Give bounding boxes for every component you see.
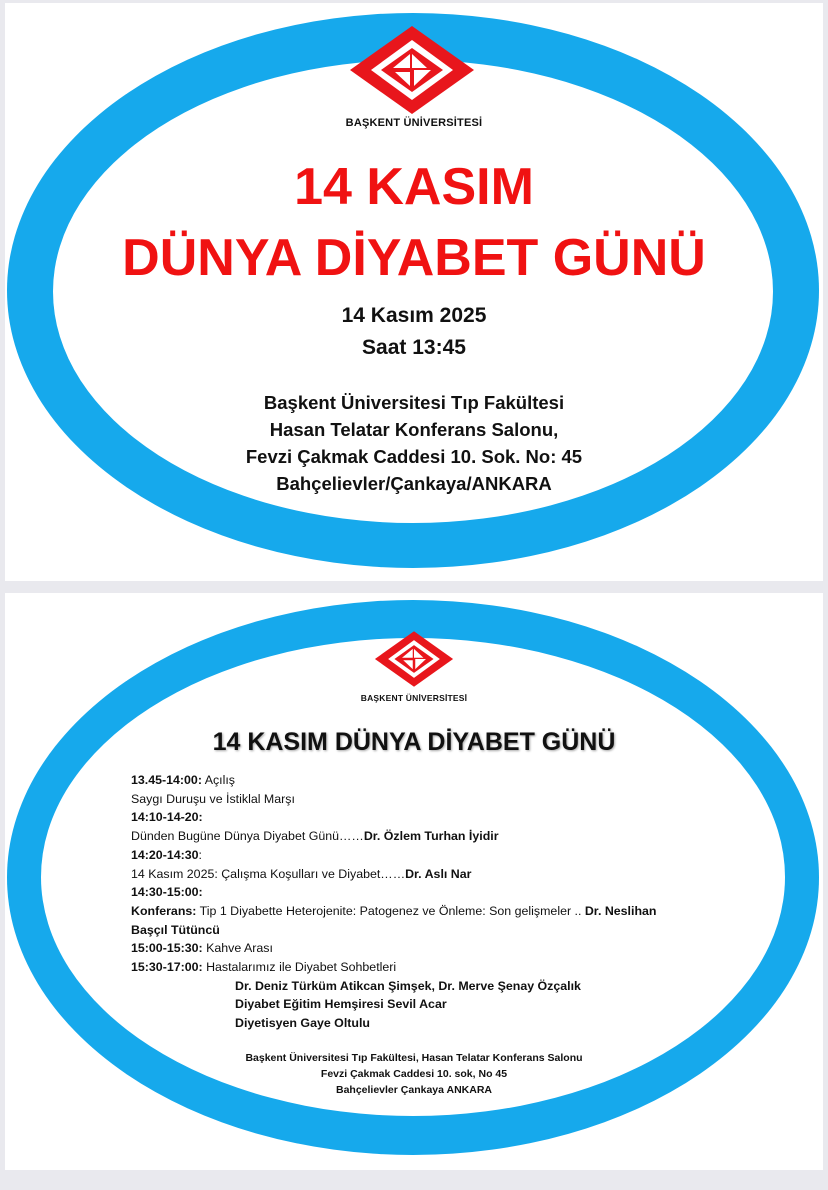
session-speaker: Diyabet Eğitim Hemşiresi Sevil Acar	[235, 997, 447, 1012]
session-text: Kahve Arası	[202, 941, 273, 956]
session-text: Hastalarımız ile Diyabet Sohbetleri	[202, 960, 397, 975]
university-name: BAŞKENT ÜNİVERSİTESİ	[360, 693, 468, 703]
session-speaker: Başçıl Tütüncü	[131, 922, 220, 937]
session-text: Saygı Duruşu ve İstiklal Marşı	[131, 791, 295, 806]
venue-line: Başkent Üniversitesi Tıp Fakültesi	[263, 392, 565, 413]
event-date: 14 Kasım 2025	[341, 304, 487, 327]
university-name: BAŞKENT ÜNİVERSİTESİ	[345, 117, 483, 129]
session-text: Açılış	[201, 773, 236, 787]
address-line: Fevzi Çakmak Caddesi 10. sok, No 45	[320, 1068, 508, 1080]
program-row	[131, 771, 751, 790]
title-line-1: 14 KASIM	[294, 158, 534, 216]
session-time: 15:30-17:00:	[131, 960, 203, 975]
program-row	[131, 921, 751, 940]
session-text: Tip 1 Diyabette Heterojenite: Patogenez ve Önleme: Son gelişmeler ..	[196, 903, 585, 918]
program-row	[131, 977, 751, 996]
session-time: 14:10-14-20:	[131, 810, 203, 825]
program-row	[131, 883, 751, 902]
event-time: Saat 13:45	[362, 336, 466, 359]
venue-line: Bahçelievler/Çankaya/ANKARA	[276, 473, 552, 494]
session-speaker: Dr. Özlem Turhan İyidir	[363, 829, 499, 844]
program-row	[131, 902, 751, 921]
poster-announcement	[5, 3, 823, 581]
session-text: 14 Kasım 2025: Çalışma Koşulları ve Diyabet……	[131, 866, 406, 881]
session-time: 15:00-15:30:	[131, 941, 203, 956]
session-speaker: Dr. Deniz Türküm Atikcan Şimşek, Dr. Merve Şenay Özçalık	[235, 978, 581, 993]
address-line: Başkent Üniversitesi Tıp Fakültesi, Hasan Telatar Konferans Salonu	[245, 1052, 583, 1064]
venue-line: Hasan Telatar Konferans Salonu,	[269, 419, 559, 440]
program-title: 14 KASIM DÜNYA DİYABET GÜNÜ	[212, 728, 616, 756]
poster-program	[5, 593, 823, 1170]
baskent-logo-icon	[373, 630, 455, 688]
address-line: Bahçelievler Çankaya ANKARA	[335, 1084, 492, 1096]
program-row	[131, 827, 751, 846]
baskent-logo-icon	[347, 24, 477, 116]
session-text: :	[198, 847, 202, 862]
venue-line: Fevzi Çakmak Caddesi 10. Sok. No: 45	[245, 446, 583, 467]
program-row	[131, 1014, 751, 1033]
program-list	[131, 771, 751, 1033]
session-speaker: Dr. Neslihan	[584, 903, 657, 918]
session-speaker: Dr. Aslı Nar	[405, 866, 472, 881]
session-speaker: Diyetisyen Gaye Oltulu	[235, 1016, 370, 1031]
session-time: 14:20-14:30	[131, 847, 199, 862]
title-line-2: DÜNYA DİYABET GÜNÜ	[122, 229, 706, 287]
program-row	[131, 995, 751, 1014]
program-row	[131, 790, 751, 809]
program-row	[131, 865, 751, 884]
session-time: 13.45-14:00:	[131, 773, 202, 787]
program-row	[131, 846, 751, 865]
session-text: Dünden Bugüne Dünya Diyabet Günü……	[131, 829, 364, 844]
session-time: 14:30-15:00:	[131, 885, 203, 900]
program-row	[131, 958, 751, 977]
program-row	[131, 808, 751, 827]
program-row	[131, 939, 751, 958]
session-label: Konferans:	[131, 903, 197, 918]
